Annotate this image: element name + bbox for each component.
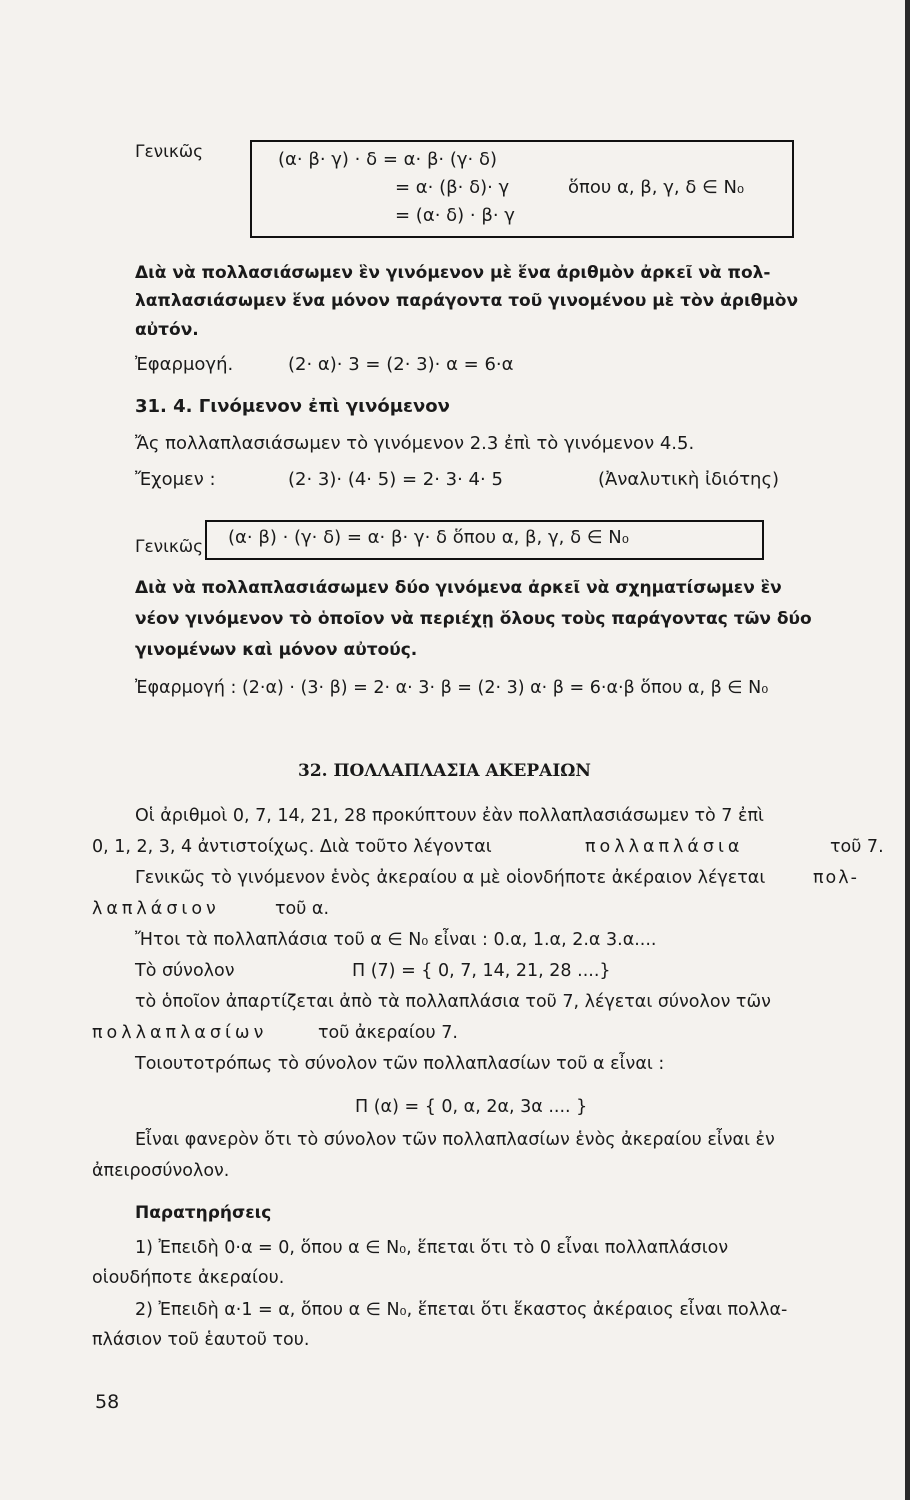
p32-line1: Οἱ ἀριθμοὶ 0, 7, 14, 21, 28 προκύπτουν ἐὰν πολλαπλασιάσωμεν τὸ 7 ἐπὶ — [135, 806, 764, 826]
rule1-line3: αὐτόν. — [135, 320, 199, 340]
exomen-label: Ἔχομεν : — [135, 469, 216, 490]
p32-line4a-spaced: λαπλάσιον — [92, 899, 220, 919]
p32-line4b: τοῦ α. — [275, 899, 330, 919]
box2-formula: (α· β) · (γ· δ) = α· β· γ· δ ὅπου α, β, γ, δ ∈ N₀ — [228, 527, 629, 548]
p32-line11: Εἶναι φανερὸν ὅτι τὸ σύνολον τῶν πολλαπλασίων ἑνὸς ἀκεραίου εἶναι ἐν — [135, 1130, 775, 1150]
app1-formula: (2· α)· 3 = (2· 3)· α = 6·α — [288, 354, 514, 375]
p32-line2a: 0, 1, 2, 3, 4 ἀντιστοίχως. Διὰ τοῦτο λέγονται — [92, 837, 492, 857]
remarks-heading: Παρατηρήσεις — [135, 1203, 272, 1223]
rule2-line3: γινομένων καὶ μόνον αὐτούς. — [135, 640, 418, 660]
p32-line6a: Τὸ σύνολον — [135, 961, 235, 981]
p32-line3a: Γενικῶς τὸ γινόμενον ἑνὸς ἀκεραίου α μὲ οἱονδήποτε ἀκέραιον λέγεται — [135, 868, 766, 888]
box1-line1: (α· β· γ) · δ = α· β· (γ· δ) — [278, 149, 498, 170]
p32-line9: Τοιουτοτρόπως τὸ σύνολον τῶν πολλαπλασίων τοῦ α εἶναι : — [135, 1054, 665, 1074]
box1-label: Γενικῶς — [135, 142, 204, 162]
section-31-4-heading: 31. 4. Γινόμενον ἐπὶ γινόμενον — [135, 396, 450, 417]
p32-line12: ἀπειροσύνολον. — [92, 1161, 230, 1181]
section-32-heading: 32. ΠΟΛΛΑΠΛΑΣΙΑ ΑΚΕΡΑΙΩΝ — [298, 761, 591, 781]
p32-line2c: τοῦ 7. — [830, 837, 884, 857]
remark1-line2: οἱουδήποτε ἀκεραίου. — [92, 1268, 285, 1288]
remark2-line1: 2) Ἐπειδὴ α·1 = α, ὅπου α ∈ N₀, ἕπεται ὅτι ἕκαστος ἀκέραιος εἶναι πολλα- — [135, 1300, 788, 1320]
box2-label: Γενικῶς — [135, 537, 204, 557]
rule2-line1: Διὰ νὰ πολλαπλασιάσωμεν δύο γινόμενα ἀρκεῖ νὰ σχηματίσωμεν ἓν — [135, 578, 782, 598]
remark1-line1: 1) Ἐπειδὴ 0·α = 0, ὅπου α ∈ N₀, ἕπεται ὅτι τὸ 0 εἶναι πολλαπλάσιον — [135, 1238, 729, 1258]
box1-line2a: = α· (β· δ)· γ — [395, 177, 510, 198]
p32-line7: τὸ ὁποῖον ἀπαρτίζεται ἀπὸ τὰ πολλαπλάσια τοῦ 7, λέγεται σύνολον τῶν — [135, 992, 771, 1012]
rule2-line2: νέον γινόμενον τὸ ὁποῖον νὰ περιέχῃ ὅλους τοὺς παράγοντας τῶν δύο — [135, 609, 812, 629]
p32-line8a-spaced: πολλαπλασίων — [92, 1023, 268, 1043]
rule1-line1: Διὰ νὰ πολλασιάσωμεν ἓν γινόμενον μὲ ἕνα ἀριθμὸν ἀρκεῖ νὰ πολ- — [135, 263, 771, 283]
p31-4-text: Ἄς πολλαπλασιάσωμεν τὸ γινόμενον 2.3 ἐπὶ τὸ γινόμενον 4.5. — [135, 433, 695, 454]
p32-line2b-spaced: πολλαπλάσια — [585, 837, 744, 857]
page-number: 58 — [95, 1391, 120, 1413]
p32-line10: Π (α) = { 0, α, 2α, 3α .... } — [355, 1097, 588, 1117]
remark2-line2: πλάσιον τοῦ ἑαυτοῦ του. — [92, 1330, 310, 1350]
p32-line8b: τοῦ ἀκεραίου 7. — [318, 1023, 458, 1043]
p32-line6b: Π (7) = { 0, 7, 14, 21, 28 ....} — [352, 961, 611, 981]
exomen-formula: (2· 3)· (4· 5) = 2· 3· 4· 5 — [288, 469, 503, 490]
page-edge — [905, 0, 910, 1500]
p32-line5: Ἤτοι τὰ πολλαπλάσια τοῦ α ∈ N₀ εἶναι : 0.α, 1.α, 2.α 3.α.... — [135, 930, 657, 950]
box1-line2b: ὅπου α, β, γ, δ ∈ N₀ — [568, 177, 745, 198]
exomen-note: (Ἀναλυτικὴ ἰδιότης) — [598, 469, 780, 490]
rule1-line2: λαπλασιάσωμεν ἕνα μόνον παράγοντα τοῦ γινομένου μὲ τὸν ἀριθμὸν — [135, 291, 799, 311]
box1-line3: = (α· δ) · β· γ — [395, 205, 515, 226]
app1-label: Ἐφαρμογή. — [135, 354, 234, 375]
p32-line3b-spaced: πολ- — [813, 868, 859, 888]
app2-text: Ἐφαρμογή : (2·α) · (3· β) = 2· α· 3· β = (2· 3) α· β = 6·α·β ὅπου α, β ∈ N₀ — [135, 678, 769, 698]
